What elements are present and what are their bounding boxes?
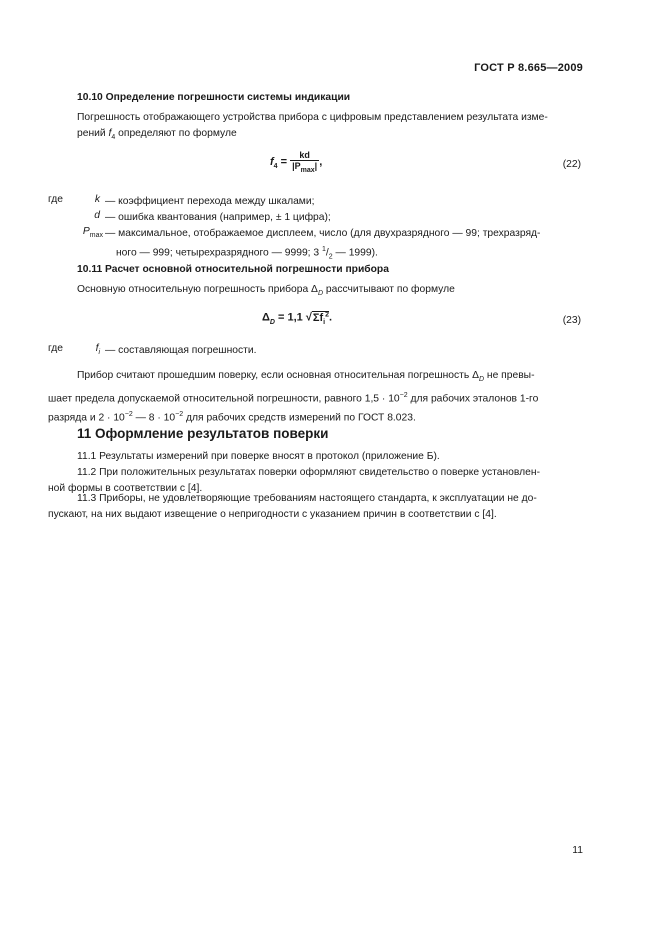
formula-sub: 4 [273, 163, 278, 170]
paragraph-line: 11.2 При положительных результатах поверки оформляют свидетельство о поверке установлен- [77, 467, 540, 478]
formula-23 [262, 311, 332, 326]
paragraph-11-1: 11.1 Результаты измерений при поверке вносят в протокол (приложение Б). [77, 451, 440, 462]
text: f [95, 343, 99, 354]
definition-fi: — составляющая погрешности. [105, 345, 257, 356]
definition-pmax [105, 226, 583, 265]
formula-mid: = 1,1 [274, 311, 306, 324]
section-10-10-title: 10.10 Определение погрешности системы индикации [77, 92, 351, 103]
text: Прибор считают прошедшим поверку, если основная относительная погрешность [77, 370, 473, 381]
formula-numerator: kd [290, 150, 319, 161]
formula-radicand [312, 311, 329, 324]
text: рений [77, 128, 109, 139]
text: шает предела допускаемой относительной погрешности, равного 1,5 · 10 [48, 393, 400, 405]
symbol-d: d [94, 210, 100, 221]
formula-tail: . [329, 311, 333, 324]
subscript: 2 [328, 253, 333, 261]
formula-lhs: f [270, 155, 274, 168]
text: разряда и 2 · 10 [48, 412, 125, 424]
section-10-11-title: 10.11 Расчет основной относительной погрешности прибора [77, 264, 389, 275]
paragraph-11-3 [48, 491, 583, 523]
text: | [314, 161, 318, 171]
superscript: 1 [322, 246, 326, 253]
text: для рабочих средств измерений по ГОСТ 8.023. [183, 412, 416, 424]
section-10-11-paragraph-2 [48, 368, 583, 427]
symbol-k: k [94, 194, 100, 205]
text: рассчитывают по формуле [323, 284, 455, 295]
subscript: D [478, 376, 485, 384]
superscript: −2 [124, 411, 133, 419]
definition-k: — коэффициент перехода между шкалами; [105, 196, 315, 207]
text: определяют по формуле [115, 128, 237, 139]
text: не превы- [484, 370, 535, 381]
subscript: max [89, 232, 103, 240]
formula-sub: D [269, 318, 275, 326]
paragraph-line: пускают, на них выдают извещение о непригодности с указанием причин в соответствии с [4]. [48, 509, 497, 520]
symbol: Δ [311, 284, 318, 295]
subscript: max [300, 166, 315, 174]
sqrt-sign: √ [305, 311, 312, 324]
where-label: где [48, 194, 64, 205]
formula-lhs: Δ [262, 311, 270, 324]
section-10-10-paragraph [77, 110, 583, 146]
text: Σf [312, 311, 324, 324]
subscript: i [98, 349, 100, 357]
paragraph-line [77, 368, 583, 388]
subscript: D [317, 290, 323, 298]
formula-fraction [290, 150, 319, 174]
symbol: Δ [472, 370, 479, 381]
paragraph-line [0, 126, 583, 146]
definition-line: — максимальное, отображаемое дисплеем, число (для двухразрядного — 99; трехразряд- [105, 228, 541, 239]
symbol: f [108, 128, 112, 139]
equation-number-22: (22) [562, 159, 581, 170]
superscript: 2 [325, 311, 330, 318]
text: — 8 · 10 [132, 412, 176, 424]
formula-22 [270, 150, 322, 174]
text: P [82, 226, 90, 237]
paragraph-line: Погрешность отображающего устройства прибора с цифровым представлением результата изме- [77, 112, 548, 123]
superscript: −2 [175, 411, 184, 419]
definition-d: — ошибка квантования (например, ± 1 цифра); [105, 212, 331, 223]
superscript: −2 [399, 392, 408, 400]
definition-line [105, 242, 583, 265]
section-10-11-paragraph [77, 282, 583, 302]
text: ного — 999; четырехразрядного — 9999; 3 [116, 247, 322, 259]
paragraph-line: 11.3 Приборы, не удовлетворяющие требованиям настоящего стандарта, к эксплуатации не до- [77, 493, 537, 504]
text: — 1999). [332, 247, 378, 259]
symbol-fi [70, 343, 100, 356]
formula-tail: , [319, 155, 323, 168]
formula-eq: = [277, 155, 291, 168]
page-number: 11 [572, 845, 583, 856]
where-label: где [48, 343, 64, 354]
paragraph-line [48, 388, 583, 407]
subscript: i [323, 318, 326, 326]
paragraph-line [48, 407, 583, 426]
text: |P [292, 161, 301, 171]
formula-denominator [290, 161, 319, 174]
text: Основную относительную погрешность прибора [77, 284, 312, 295]
document-header: ГОСТ Р 8.665—2009 [474, 62, 583, 74]
equation-number-23: (23) [562, 315, 581, 326]
subscript: 4 [111, 134, 116, 142]
section-11-title: 11 Оформление результатов поверки [77, 426, 329, 441]
symbol-pmax [55, 226, 103, 239]
text: / [325, 247, 329, 259]
text: для рабочих эталонов 1-го [407, 393, 539, 405]
paragraph-line: ной формы в соответствии с [4]. [48, 483, 203, 494]
